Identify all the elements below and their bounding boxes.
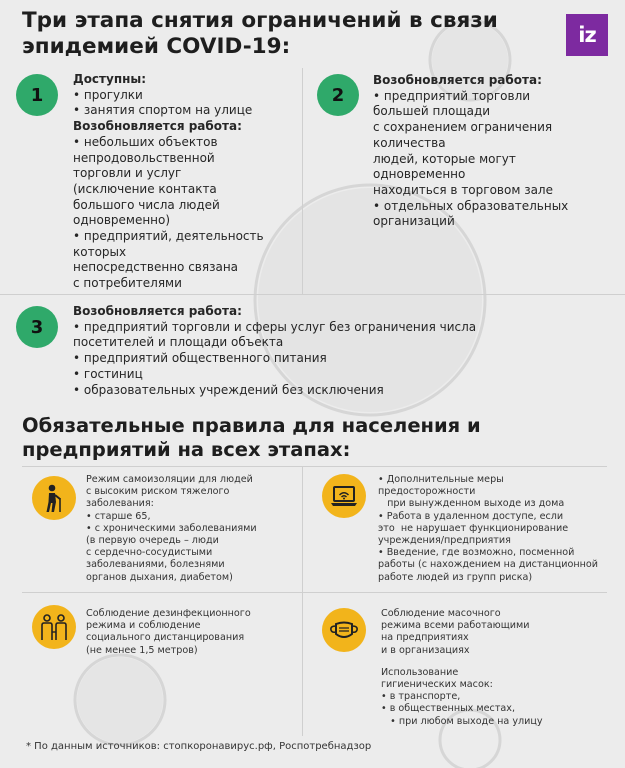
rule-line: • старше 65,	[86, 510, 151, 522]
stage-line: • прогулки	[73, 87, 143, 102]
rule-1-text	[86, 474, 257, 584]
stage-line: одновременно)	[73, 213, 171, 228]
stage-line: людей, которые могут	[373, 151, 516, 166]
rule-line: заболевания:	[86, 498, 154, 510]
rule-2-icon-badge	[322, 474, 366, 518]
stage-line: с сохранением ограничения	[373, 120, 553, 135]
stage-2-number-badge: 2	[317, 74, 359, 116]
stage-line: находиться в торговом зале	[373, 182, 553, 197]
rule-line: социального дистанцирования	[86, 632, 245, 644]
rule-line: • при любом выходе на улицу	[381, 715, 543, 727]
rule-3-text	[86, 608, 251, 657]
stage-line: Возобновляется работа:	[373, 73, 542, 87]
stage-1-text	[73, 72, 264, 292]
stage-line: • предприятий торговли и сферы услуг без ограничения числа	[73, 319, 477, 334]
rule-line: это не нарушает функционирование	[378, 522, 569, 534]
stage-line: большого числа людей	[73, 197, 220, 212]
stage-line: • гостиниц	[73, 366, 143, 381]
divider-rules-vertical	[302, 466, 303, 736]
elderly-person-icon	[40, 483, 68, 513]
stage-line: которых	[73, 244, 127, 259]
rule-line: • Работа в удаленном доступе, если	[378, 510, 564, 522]
rule-line: • Введение, где возможно, посменной	[378, 547, 575, 559]
rule-line: заболеваниями, болезнями	[86, 559, 225, 571]
rule-line: и в организациях	[381, 644, 470, 656]
face-mask-icon	[329, 618, 359, 642]
rule-line: учреждения/предприятия	[378, 535, 511, 547]
rule-4-icon-badge	[322, 608, 366, 652]
rule-line: работе людей из групп риска)	[378, 571, 533, 583]
stage-line: • отдельных образовательных	[373, 198, 569, 213]
rule-line: Соблюдение дезинфекционного	[86, 608, 251, 619]
rule-gap	[381, 657, 543, 667]
stage-line: Возобновляется работа:	[73, 119, 242, 134]
rule-line: • в транспорте,	[381, 691, 461, 703]
rule-2-text	[378, 474, 598, 584]
rule-3-icon-badge	[32, 605, 76, 649]
rule-line: режима и соблюдение	[86, 620, 201, 632]
stage-line: непосредственно связана	[73, 260, 239, 275]
rules-title: Обязательные правила для населения и предприятий на всех этапах:	[22, 414, 481, 461]
source-footnote: * По данным источников: стопкоронавирус.рф, Роспотребнадзор	[26, 741, 372, 752]
stage-line: • предприятий общественного питания	[73, 351, 327, 366]
rule-line: • в общественных местах,	[381, 703, 516, 715]
rule-line: Соблюдение масочного	[381, 608, 501, 619]
stage-line: • занятия спортом на улице	[73, 103, 253, 118]
stage-line: непродовольственной	[73, 150, 215, 165]
rule-line: на предприятиях	[381, 632, 469, 644]
rule-line: режима всеми работающими	[381, 620, 530, 632]
laptop-wifi-icon	[329, 484, 359, 508]
izvestia-logo[interactable]: iz	[566, 14, 608, 56]
rule-line: с сердечно-сосудистыми	[86, 547, 213, 559]
page-title: Три этапа снятия ограничений в связи эпидемией COVID-19:	[22, 8, 498, 59]
stage-3-number-badge: 3	[16, 306, 58, 348]
divider-vertical-top	[302, 68, 303, 294]
rule-line: • с хроническими заболеваниями	[86, 522, 257, 534]
rule-4-text	[381, 608, 543, 728]
social-distancing-icon	[39, 613, 69, 641]
divider-stage-3	[0, 294, 625, 295]
stage-line: • предприятий, деятельность	[73, 229, 264, 244]
stage-line: большей площади	[373, 104, 491, 119]
stage-line: Возобновляется работа:	[73, 304, 242, 318]
stage-line: • небольших объектов	[73, 134, 218, 149]
stage-1-number-badge: 1	[16, 74, 58, 116]
stage-line: (исключение контакта	[73, 181, 217, 196]
stage-line: организаций	[373, 214, 455, 229]
rule-line: предосторожности	[378, 486, 476, 498]
stage-line: Доступны:	[73, 72, 147, 86]
stage-line: • предприятий торговли	[373, 88, 531, 103]
rule-line: органов дыхания, диабетом)	[86, 571, 233, 583]
stage-line: одновременно	[373, 167, 466, 182]
stage-line: с потребителями	[73, 276, 182, 291]
rule-line: (в первую очередь – люди	[86, 535, 219, 547]
stage-line: количества	[373, 135, 446, 150]
rule-line: с высоким риском тяжелого	[86, 486, 230, 498]
rule-line: • Дополнительные меры	[378, 474, 504, 485]
stage-line: торговли и услуг	[73, 166, 182, 181]
rule-line: Использование	[381, 666, 459, 678]
stage-2-text	[373, 73, 568, 230]
rule-line: работы (с нахождением на дистанционной	[378, 559, 598, 571]
divider-rules-top	[22, 466, 607, 467]
stage-line: • образовательных учреждений без исключения	[73, 382, 384, 397]
rule-line: Режим самоизоляции для людей	[86, 474, 253, 485]
rule-line: при вынужденном выходе из дома	[378, 498, 565, 510]
stage-3-text	[73, 304, 476, 398]
rule-line: (не менее 1,5 метров)	[86, 644, 198, 656]
rule-1-icon-badge	[32, 476, 76, 520]
stage-line: посетителей и площади объекта	[73, 335, 284, 350]
divider-rules-mid	[22, 592, 607, 593]
rule-line: гигиенических масок:	[381, 679, 493, 691]
